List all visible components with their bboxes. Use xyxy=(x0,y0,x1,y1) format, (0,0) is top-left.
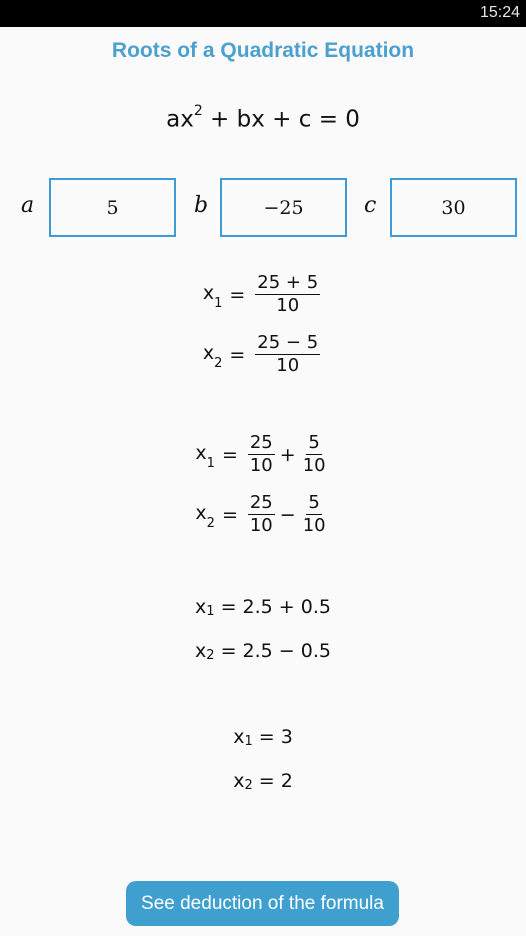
step1-x2: $x_2$ = $\frac{25 - 5}{10}$ xyxy=(202,332,319,376)
step2-x2-var: $x_2$ xyxy=(195,501,215,532)
coefficient-a-input[interactable]: 5 xyxy=(49,178,176,237)
step1-x2-var: $x_2$ xyxy=(202,341,223,372)
step1-x1-var: $x_1$ xyxy=(202,281,223,312)
root-x2: x $_2$ = 2 xyxy=(233,770,293,793)
status-time: 15:24 xyxy=(479,4,520,21)
coefficient-b-label: b xyxy=(194,193,209,218)
step2-x2: $x_2$ = $\frac{25}{10}$ − $\frac{5}{10}$ xyxy=(195,492,326,536)
page-title: Roots of a Quadratic Equation xyxy=(111,39,415,62)
step3-x2: x $_2$ = 2.5 − 0.5 xyxy=(195,640,331,663)
see-deduction-button[interactable]: See deduction of the formula xyxy=(126,881,399,926)
status-bar xyxy=(0,0,526,27)
quadratic-equation xyxy=(0,103,526,133)
step2-x1-var: $x_1$ xyxy=(195,441,215,472)
equation-lhs: ax xyxy=(166,106,194,133)
coefficient-b-input[interactable]: −25 xyxy=(220,178,347,237)
equation-exponent: 2 xyxy=(193,103,203,119)
step2-x1: $x_1$ = $\frac{25}{10}$ + $\frac{5}{10}$ xyxy=(195,432,326,476)
step2-x1-fraction-2: $\frac{5}{10}$ xyxy=(302,432,326,476)
step1-x1: $x_1$ = $\frac{25 + 5}{10}$ xyxy=(202,272,319,316)
root-x1: x $_1$ = 3 xyxy=(233,726,293,749)
coefficient-a-label: a xyxy=(21,193,35,218)
step3-x1: x $_1$ = 2.5 + 0.5 xyxy=(195,596,331,619)
step1-x2-fraction: $\frac{25 - 5}{10}$ xyxy=(257,332,319,376)
step1-x1-fraction: $\frac{25 + 5}{10}$ xyxy=(257,272,319,316)
coefficient-c-label: c xyxy=(364,193,377,218)
coefficient-c-input[interactable]: 30 xyxy=(390,178,517,237)
step2-x1-fraction-1: $\frac{25}{10}$ xyxy=(249,432,273,476)
step2-x2-fraction-2: $\frac{5}{10}$ xyxy=(302,492,326,536)
equation-rhs: + bx + c = 0 xyxy=(202,106,360,133)
step2-x2-fraction-1: $\frac{25}{10}$ xyxy=(249,492,273,536)
